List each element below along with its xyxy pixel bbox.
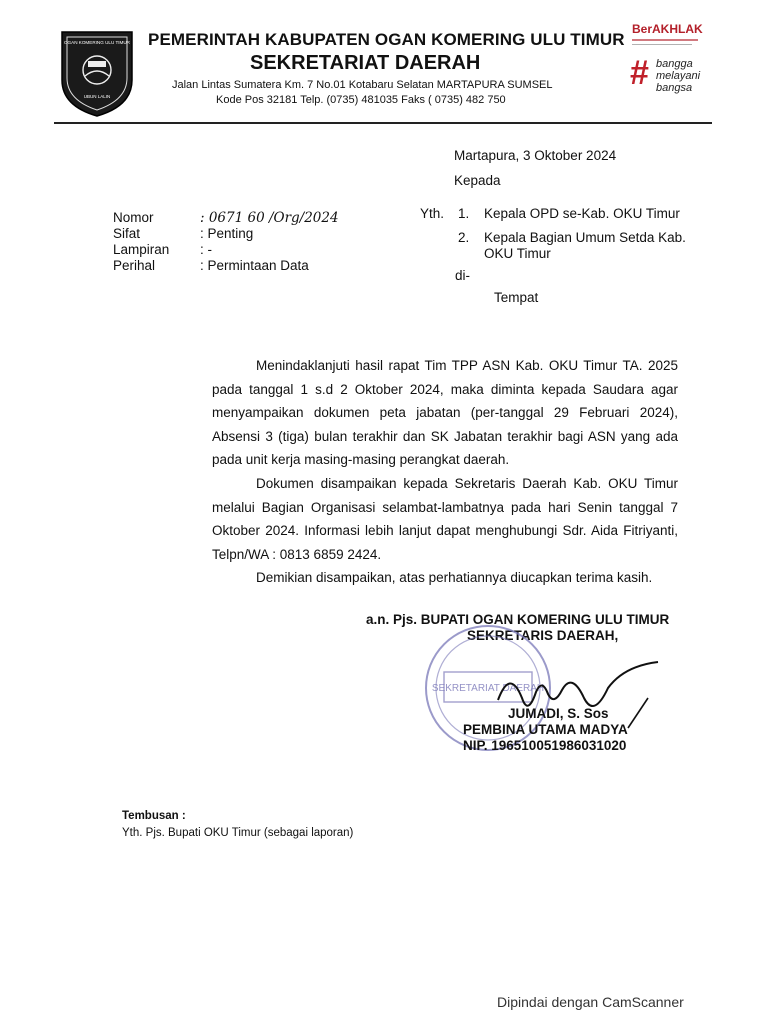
- recipient-2-line-2: OKU Timur: [484, 246, 551, 261]
- scanner-watermark: Dipindai dengan CamScanner: [497, 994, 684, 1010]
- signatory-rank: PEMBINA UTAMA MADYA: [463, 722, 628, 737]
- government-name: PEMERINTAH KABUPATEN OGAN KOMERING ULU TIMUR: [148, 30, 625, 49]
- signatory-nip: NIP. 196510051986031020: [463, 738, 627, 753]
- recipient-1: Kepala OPD se-Kab. OKU Timur: [484, 206, 680, 221]
- perihal-value: : Permintaan Data: [200, 258, 309, 273]
- signatory-name: JUMADI, S. Sos: [508, 706, 609, 721]
- body-paragraph-1: Menindaklanjuti hasil rapat Tim TPP ASN Kab. OKU Timur TA. 2025 pada tanggal 1 s.d 2 Oktober 2024, maka diminta kepada Saudara agar menyampaikan dokumen peta jabatan (per-tanggal 29 Februari 2024), Absensi 3 (tiga) bulan terakhir dan SK Jabatan terakhir bagi ASN yang ada pada unit kerja masing-masing perangkat daerah.: [212, 358, 678, 467]
- di-label: di-: [455, 268, 471, 283]
- tembusan-item: Yth. Pjs. Bupati OKU Timur (sebagai laporan): [122, 827, 354, 839]
- nomor-value: : 0671 60 /Org/2024: [200, 210, 339, 226]
- body-paragraph-3: Demikian disampaikan, atas perhatiannya diucapkan terima kasih.: [256, 570, 653, 585]
- yth-label: Yth.: [420, 206, 445, 221]
- sifat-label: Sifat: [113, 226, 141, 241]
- nomor-label: Nomor: [113, 210, 154, 225]
- lampiran-value: : -: [200, 242, 212, 257]
- place-date: Martapura, 3 Oktober 2024: [454, 148, 617, 163]
- regency-crest-logo: [58, 26, 136, 118]
- office-address: Jalan Lintas Sumatera Km. 7 No.01 Kotabaru Selatan MARTAPURA SUMSEL: [172, 79, 553, 91]
- recipient-1-number: 1.: [458, 206, 470, 221]
- tembusan-label: Tembusan :: [122, 810, 186, 822]
- bangga-melayani-bangsa-logo: bangga melayani bangsa: [656, 58, 701, 94]
- svg-text:OGAN KOMERING ULU TIMUR: OGAN KOMERING ULU TIMUR: [63, 40, 131, 45]
- body-paragraph-2: Dokumen disampaikan kepada Sekretaris Daerah Kab. OKU Timur melalui Bagian Organisasi selambat-lambatnya pada hari Senin tanggal 7 Oktober 2024. Informasi lebih lanjut dapat menghubungi Sdr. Aida Fitriyanti, Telpn/WA : 0813 6859 2424.: [212, 476, 678, 562]
- hashtag-icon: #: [630, 54, 649, 92]
- signature-title: SEKRETARIS DAERAH,: [467, 628, 619, 643]
- recipient-2-number: 2.: [458, 230, 470, 245]
- signature-an: a.n. Pjs. BUPATI OGAN KOMERING ULU TIMUR: [366, 612, 670, 627]
- tempat-label: Tempat: [494, 290, 539, 305]
- letterhead-divider: [54, 122, 712, 124]
- perihal-label: Perihal: [113, 258, 156, 273]
- recipient-2-line-1: Kepala Bagian Umum Setda Kab.: [484, 230, 686, 245]
- office-contact: Kode Pos 32181 Telp. (0735) 481035 Faks ( 0735) 482 750: [216, 94, 506, 106]
- svg-text:UBUN LALIN: UBUN LALIN: [83, 94, 111, 99]
- berakhlak-logo: BerAKHLAK: [632, 22, 703, 45]
- sifat-value: : Penting: [200, 226, 254, 241]
- office-name: SEKRETARIAT DAERAH: [250, 52, 481, 74]
- kepada-label: Kepada: [454, 173, 501, 188]
- svg-text:SEKRETARIAT DAERAH: SEKRETARIAT DAERAH: [431, 683, 545, 694]
- lampiran-label: Lampiran: [113, 242, 170, 257]
